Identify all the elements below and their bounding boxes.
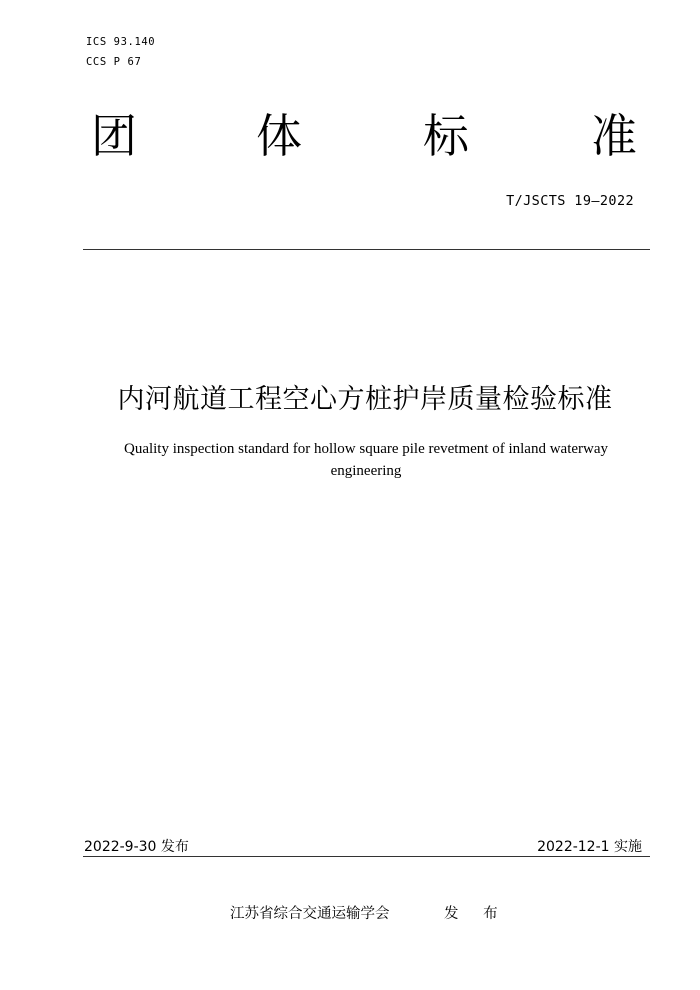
standard-number: T/JSCTS 19—2022 <box>506 193 634 209</box>
ccs-code: CCS P 67 <box>86 56 142 68</box>
doc-type-char: 体 <box>256 109 302 163</box>
doc-type-char: 标 <box>423 109 469 163</box>
implement-date: 2022-12-1 实施 <box>537 839 642 855</box>
bottom-divider <box>83 856 650 857</box>
issuer-name: 江苏省综合交通运输学会 <box>230 906 390 922</box>
publish-date: 2022-9-30 发布 <box>84 839 189 855</box>
issue-label: 发 布 <box>444 906 508 922</box>
doc-type-char: 团 <box>91 109 137 163</box>
doc-type-char: 准 <box>591 109 637 163</box>
top-divider <box>83 249 650 250</box>
title-english: Quality inspection standard for hollow square pile revetment of inland waterway engineering <box>123 441 609 479</box>
title-chinese: 内河航道工程空心方桩护岸质量检验标准 <box>117 384 613 415</box>
ics-code: ICS 93.140 <box>86 36 156 48</box>
